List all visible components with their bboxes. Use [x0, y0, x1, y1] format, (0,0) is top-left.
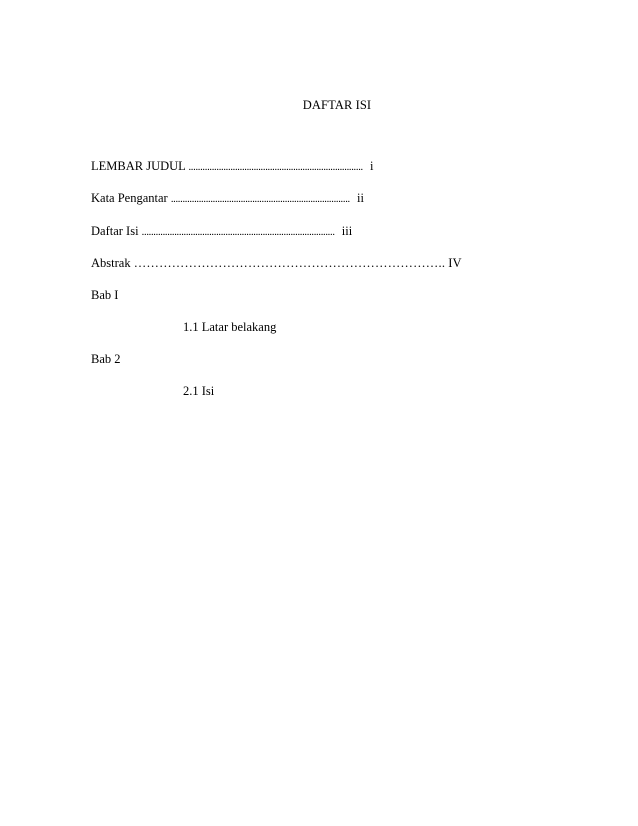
toc-entry-lembar-judul [91, 158, 373, 176]
page-title: DAFTAR ISI [302, 98, 372, 112]
toc-entry-page: ii [356, 191, 364, 205]
toc-entry-label: LEMBAR JUDUL [91, 159, 186, 173]
chapter-heading-bab-1: Bab I [91, 288, 119, 302]
toc-entry-leader: ……………………………………………………………….. [133, 256, 446, 270]
toc-entry-page: i [369, 159, 374, 173]
toc-entry-page: iii [341, 224, 353, 238]
toc-entry-label: Abstrak [91, 256, 131, 270]
section-isi: 2.1 Isi [183, 384, 215, 398]
toc-entry-label: Daftar Isi [91, 224, 139, 238]
toc-entry-page: IV [448, 256, 462, 270]
toc-entry-leader: ........................................................................... [188, 162, 363, 173]
chapter-heading-bab-2: Bab 2 [91, 352, 121, 366]
toc-entry-leader: ............................................................................. [170, 194, 350, 205]
section-latar-belakang: 1.1 Latar belakang [183, 320, 277, 334]
toc-entry-kata-pengantar [91, 190, 364, 208]
toc-entry-daftar-isi [91, 223, 352, 241]
toc-entry-leader: ................................................................................... [141, 227, 335, 238]
toc-entry-label: Kata Pengantar [91, 191, 168, 205]
toc-entry-abstrak [91, 255, 461, 271]
